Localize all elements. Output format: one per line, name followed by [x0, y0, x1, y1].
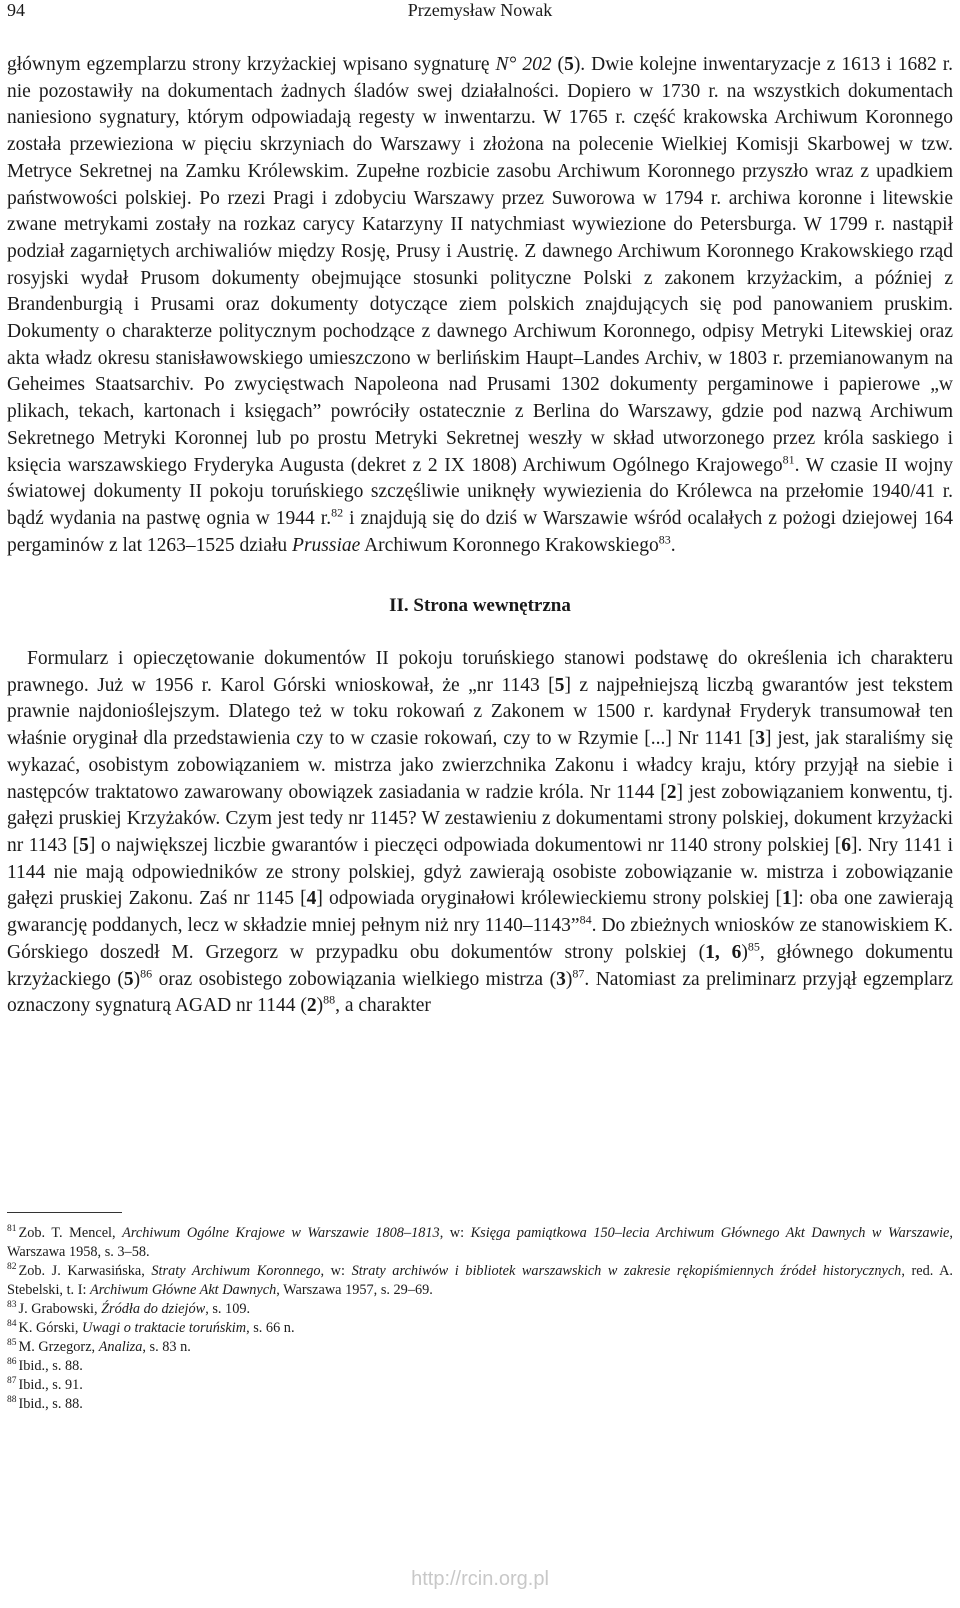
- document-ref: 2: [666, 781, 677, 803]
- document-ref: 5: [79, 834, 89, 856]
- footnote-title: Źródła do dziejów: [101, 1301, 206, 1317]
- footnote-ref-84[interactable]: 84: [579, 912, 592, 927]
- document-ref: 3: [556, 968, 566, 990]
- footnote-87: [7, 1376, 953, 1395]
- footnote-ref-82[interactable]: 82: [331, 505, 344, 520]
- footnote-81: [7, 1224, 953, 1262]
- text-run: oraz osobistego zobowiązania wielkiego mistrza (: [152, 968, 557, 990]
- footnotes: [7, 1224, 953, 1414]
- footnote-ref-83[interactable]: 83: [658, 532, 671, 547]
- footnote-divider: [7, 1212, 122, 1213]
- footnote-number: 83: [7, 1300, 17, 1311]
- document-ref: 4: [306, 888, 317, 910]
- footnote-title: Straty archiwów i bibliotek warszawskich w zakresie rękopiśmiennych źródeł historycznych: [351, 1263, 902, 1279]
- footnote-title: Księga pamiątkowa 150–lecia Archiwum Głównego Akt Dawnych w Warszawie: [470, 1225, 950, 1241]
- text-run: ]: oba one zawierają gwarancję poddanych, lecz w składzie mniej pełnym niż nry 1140–1143”: [7, 888, 953, 937]
- text-run: , głównego dokumentu krzyżackiego (: [7, 941, 953, 990]
- text-run: ). Dwie kolejne inwentaryzacje z 1613 i 1682 r. nie pozostawiły na dokumentach żadnych śladów swej działalności. Dopiero w 1730 r. na wszystkich dokumentach naniesiono sygnatury, którym odpowiadają regesty w inwentarzu. W 1765 r. część krakowska Archiwum Koronnego została przewieziona w pięciu skrzyniach do Warszawy i złożona na polecenie Wielkiej Komisji Skarbowej w tzw. Metryce Sekretnej na Zamku Królewskim. Zupełne rozbicie zasobu Archiwum Koronnego przyszło wraz z upadkiem państwowości polskiej. Po rzezi Pragi i zdobyciu Warszawy przez Suworowa w 1794 r. archiwa koronne i litewskie zwane metrykami zostały na rozkaz carycy Katarzyny II natychmiast wywiezione do Petersburga. W 1799 r. nastąpił podział zagarniętych archiwaliów między Rosję, Prusy i Austrię. Z dawnego Archiwum Koronnego Krakowskiego rząd rosyjski wydał Prusom dokumenty obejmujące stosunki polityczne Polski z zakonem krzyżackim, a później z Brandenburgią i Prusami oraz dokumenty dotyczące ziem polskich znajdujących się pod panowaniem pruskim. Dokumenty o charakterze politycznym pochodzące z dawnego Archiwum Koronnego, odpisy Metryki Litewskiej oraz akta władz okresu stanisławowskiego umieszczono w berlińskim Haupt–Landes Archiv, w 1803 r. przemianowanym na Geheimes Staatsarchiv. Po zwycięstwach Napoleona nad Prusami 1302 dokumenty pergaminowe i papierowe „w plikach, tekach, kartonach i księgach” powróciły ostatecznie z Berlina do Warszawy, gdzie pod nazwą Archiwum Sekretnego Metryki Koronnej lub po prostu Metryki Sekretnej weszły w skład utworzonego przez króla saskiego i księcia warszawskiego Fryderyka Augusta (dekret z 2 IX 1808) Archiwum Ogólnego Krajowego: [7, 54, 953, 476]
- footnote-text: K. Górski,: [18, 1320, 83, 1336]
- text-run: . W czasie II wojny światowej dokumenty II pokoju toruńskiego szczęśliwie uniknęły wywiezienia do Królewca na przełomie 1940/41 r. bądź wydania na pastwę ognia w 1944 r.: [7, 454, 953, 529]
- source-watermark: http://rcin.org.pl: [411, 1568, 549, 1590]
- footnote-ref-88[interactable]: 88: [323, 992, 336, 1007]
- document-ref: 6: [731, 941, 742, 963]
- footnote-82: [7, 1262, 953, 1300]
- footnote-text: , Warszawa 1958, s. 3–58.: [7, 1225, 953, 1260]
- footnote-text: Ibid., s. 91.: [18, 1377, 83, 1393]
- footnote-number: 84: [7, 1319, 17, 1330]
- main-text: [7, 52, 953, 1020]
- footnote-text: , s. 109.: [205, 1301, 251, 1317]
- footnote-text: , w:: [439, 1225, 471, 1241]
- footnote-text: Zob. T. Mencel,: [18, 1225, 123, 1241]
- text-run: ] odpowiada oryginałowi królewieckiemu strony polskiej [: [316, 888, 782, 910]
- text-run: ): [316, 995, 324, 1017]
- document-ref: 1: [782, 888, 792, 910]
- footnote-85: [7, 1338, 953, 1357]
- text-run: Formularz i opieczętowanie dokumentów II pokoju toruńskiego stanowi podstawę do określenia ich charakteru prawnego. Już w 1956 r. Karol Górski wnioskował, że „nr 1143 [: [7, 648, 953, 696]
- text-run: Archiwum Koronnego Krakowskiego: [360, 534, 659, 556]
- text-run: . Natomiast za preliminarz przyjął egzemplarz oznaczony sygnaturą AGAD nr 1144 (: [7, 968, 953, 1017]
- text-run: (: [551, 54, 565, 75]
- footnote-title: Uwagi o traktacie toruńskim: [82, 1320, 247, 1336]
- footnote-83: [7, 1300, 953, 1319]
- footnote-84: [7, 1319, 953, 1338]
- document-ref: 5: [123, 968, 134, 990]
- text-run: ] z najpełniejszą liczbą gwarantów jest tekstem prawnie najdonioślejszym. Dlatego też w toku rokowań z Zakonem w 1500 r. kardynał Fryderyk transumował ten właśnie oryginał dla przedstawienia czy to w czasie rokowań, czy to w Rzymie [...] Nr 1141 [: [7, 674, 953, 750]
- italic-term: Prussiae: [292, 534, 361, 556]
- document-ref: 5: [564, 54, 574, 75]
- footnote-number: 88: [7, 1395, 17, 1406]
- text-run: ] jest zobowiązaniem konwentu, tj. gałęzi pruskiej Krzyżaków. Czym jest tedy nr 1145? W zestawieniu z dokumentami strony polskiej, dokument krzyżacki nr 1143 [: [7, 781, 953, 856]
- document-ref: 1: [705, 941, 715, 963]
- footnote-ref-85[interactable]: 85: [747, 939, 760, 954]
- footnote-text: J. Grabowski,: [18, 1301, 102, 1317]
- footnote-title: Archiwum Ogólne Krajowe w Warszawie 1808–1813: [122, 1225, 440, 1241]
- document-ref: 6: [841, 834, 852, 856]
- text-run: . Do zbieżnych wniosków ze stanowiskiem K. Górskiego doszedł M. Grzegorz w przypadku obu dokumentów strony polskiej (: [7, 915, 953, 963]
- footnote-text: , w:: [320, 1263, 352, 1279]
- footnote-text: M. Grzegorz,: [18, 1339, 99, 1355]
- footnote-number: 86: [7, 1357, 17, 1368]
- text-run: , a charakter: [335, 995, 431, 1017]
- page-header: [7, 0, 953, 22]
- text-run: ]. Nry 1141 i 1144 nie mają odpowiedników ze strony polskiej, gdyż zawierają osobiste zobowiązanie w. mistrza i zobowiązanie gałęzi pruskiej Zakonu. Zaś nr 1145 [: [7, 834, 954, 910]
- signature-number: N° 202: [495, 54, 552, 75]
- footnote-88: [7, 1395, 953, 1414]
- running-head-author: Przemysław Nowak: [407, 0, 553, 20]
- footnote-text: Ibid., s. 88.: [18, 1396, 83, 1412]
- text-run: ): [133, 968, 141, 990]
- footnote-text: , Warszawa 1957, s. 29–69.: [276, 1282, 433, 1298]
- section-heading: II. Strona wewnętrzna: [389, 595, 571, 617]
- footnote-text: , s. 83 n.: [142, 1339, 191, 1355]
- footnote-number: 82: [7, 1262, 17, 1273]
- page-number: 94: [7, 0, 25, 20]
- paragraph-2: [7, 646, 953, 1020]
- footnote-86: [7, 1357, 953, 1376]
- text-run: ): [565, 968, 573, 990]
- footnote-text: Zob. J. Karwasińska,: [18, 1263, 152, 1279]
- text-run: ,: [714, 941, 732, 963]
- footnote-text: Ibid., s. 88.: [18, 1358, 83, 1374]
- footnote-number: 81: [7, 1224, 17, 1235]
- document-ref: 3: [755, 728, 765, 750]
- footnote-ref-86[interactable]: 86: [140, 966, 153, 980]
- footnote-text: , red. A. Stebelski, t. I:: [7, 1263, 953, 1298]
- footnote-number: 87: [7, 1376, 17, 1387]
- footnote-title: Archiwum Główne Akt Dawnych: [90, 1282, 277, 1298]
- text-run: głównym egzemplarzu strony krzyżackiej wpisano sygnaturę: [7, 54, 496, 75]
- paragraph-1: [7, 52, 953, 559]
- text-run: .: [670, 534, 676, 556]
- footnote-number: 85: [7, 1338, 17, 1349]
- footnote-title: Analiza: [98, 1339, 143, 1355]
- text-run: ] jest, jak staraliśmy się wykazać, osobistym zobowiązaniem w. mistrza jako zwierzchnika Zakonu i władcy kraju, który przyjął na siebie i następców traktatowo zawarowany obowiązek zasiadania w radzie króla. Nr 1144 [: [7, 728, 953, 803]
- document-ref: 5: [554, 674, 565, 696]
- footnote-ref-87[interactable]: 87: [572, 966, 585, 980]
- footnote-title: Straty Archiwum Koronnego: [151, 1263, 321, 1279]
- document-ref: 2: [306, 995, 317, 1017]
- text-run: i znajdują się do dziś w Warszawie wśród ocalałych z pożogi dziejowej 164 pergaminów z lat 1263–1525 działu: [7, 507, 953, 556]
- footnote-text: , s. 66 n.: [246, 1320, 295, 1336]
- text-run: ] o największej liczbie gwarantów i pieczęci odpowiada dokumentowi nr 1140 strony polskiej [: [88, 834, 842, 856]
- text-run: ): [741, 941, 748, 963]
- footnote-ref-81[interactable]: 81: [782, 452, 795, 467]
